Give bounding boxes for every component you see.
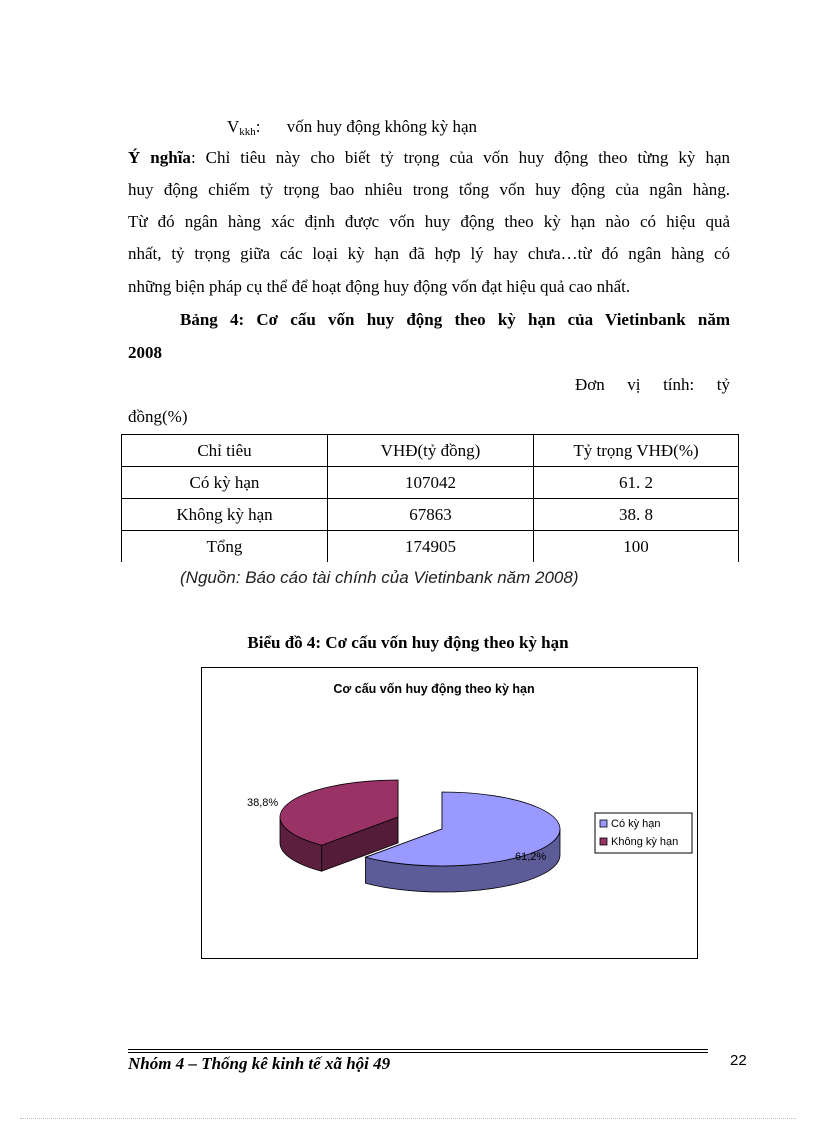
definition-symbol: V [227,117,240,136]
table-title-line-1: Bảng 4: Cơ cấu vốn huy động theo kỳ hạn của Vietinbank năm [180,310,730,329]
table-cell: 67863 [328,499,534,531]
legend-swatch-khong-ky-han [600,838,607,845]
table-cell: 174905 [328,531,534,563]
table-cell: Tổng [122,531,328,563]
table-cell: 38. 8 [534,499,739,531]
legend-swatch-co-ky-han [600,820,607,827]
page-edge-dotted [20,1118,796,1119]
footer-rule-bottom [128,1052,708,1053]
data-label-khong-ky-han: 38,8% [247,797,279,809]
data-table [121,434,739,562]
table-header-cell: Tỷ trọng VHĐ(%) [534,435,739,467]
meaning-line-5: những biện pháp cụ thể để hoạt động huy động vốn đạt hiệu quả cao nhất. [128,277,631,296]
table-header-cell: Chỉ tiêu [122,435,328,467]
pie-chart-svg [202,668,697,958]
pie-chart [201,667,698,959]
meaning-line-2: huy động chiếm tỷ trọng bao nhiêu trong tổng vốn huy động của ngân hàng. [128,180,730,199]
footer-text: Nhóm 4 – Thống kê kinh tế xã hội 49 [128,1054,391,1073]
meaning-line-1: Ý nghĩa: Chỉ tiêu này cho biết tỷ trọng của vốn huy động theo từng kỳ hạn [128,148,730,167]
table-row [122,467,739,499]
table-row [122,531,739,563]
table-cell: 107042 [328,467,534,499]
unit-line-1: Đơn vị tính: tỷ [575,375,730,394]
table-cell: Có kỳ hạn [122,467,328,499]
definition-subscript: kkh [239,126,256,138]
table-header-row [122,435,739,467]
legend-label-co-ky-han: Có kỳ hạn [611,818,661,830]
table-cell: Không kỳ hạn [122,499,328,531]
unit-line-2: đồng(%) [128,407,188,426]
definition-line: $V_{kkh}$: vốn huy động không kỳ hạn [227,117,478,138]
table-source: (Nguồn: Báo cáo tài chính của Vietinbank năm 2008) [180,568,579,587]
table-cell: 61. 2 [534,467,739,499]
table-title-line-2: 2008 [128,343,162,362]
table-header-cell: VHĐ(tỷ đồng) [328,435,534,467]
table-cell: 100 [534,531,739,563]
legend-label-khong-ky-han: Không kỳ hạn [611,836,679,848]
data-label-co-ky-han: 61,2% [515,851,547,863]
page-number: 22 [730,1052,747,1069]
table-row [122,499,739,531]
meaning-line-4: nhất, tỷ trọng giữa các loại kỳ hạn đã hợp lý hay chưa…từ đó ngân hàng có [128,244,730,263]
footer-rule-top [128,1049,708,1050]
chart-caption: Biểu đồ 4: Cơ cấu vốn huy động theo kỳ hạn [247,633,569,652]
definition-text: vốn huy động không kỳ hạn [286,117,478,136]
chart-title: Cơ cấu vốn huy động theo kỳ hạn [333,682,535,696]
meaning-label: Ý nghĩa [128,148,191,167]
meaning-line-3: Từ đó ngân hàng xác định được vốn huy động theo kỳ hạn nào có hiệu quả [128,212,730,231]
